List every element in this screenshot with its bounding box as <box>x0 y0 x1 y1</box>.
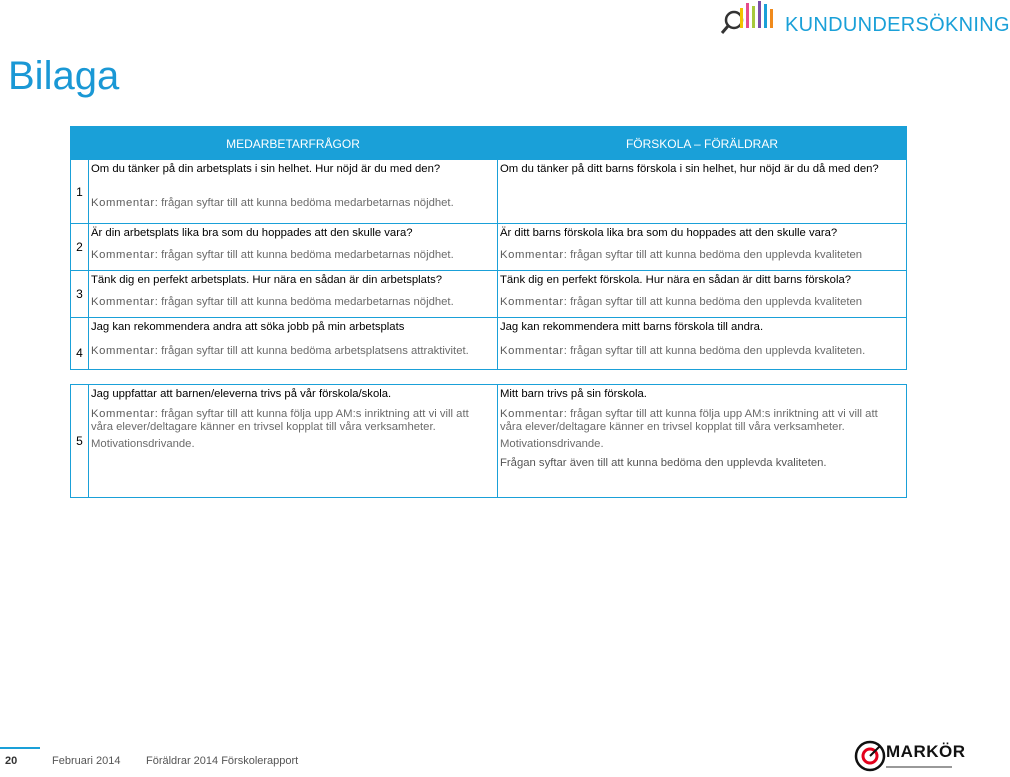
row-number: 1 <box>71 160 89 224</box>
comment-label: Kommentar <box>91 197 155 209</box>
question-text: Tänk dig en perfekt förskola. Hur nära en sådan är ditt barns förskola? <box>500 274 852 286</box>
right-cell <box>498 318 907 370</box>
col-header-foraldrar: FÖRSKOLA – FÖRÄLDRAR <box>498 127 907 160</box>
question-text: Är din arbetsplats lika bra som du hoppades att den skulle vara? <box>91 227 413 239</box>
row-number: 2 <box>71 224 89 271</box>
extra-text: Motivationsdrivande. <box>91 438 195 450</box>
right-cell <box>498 224 907 271</box>
footer <box>0 747 959 777</box>
footer-report-name: Föräldrar 2014 Förskolerapport <box>146 755 299 767</box>
comment-text: Kommentar: frågan syftar till att kunna bedöma medarbetarnas nöjdhet. <box>91 296 454 308</box>
markor-brand-text: MARKÖR <box>886 742 966 761</box>
question-text: Om du tänker på din arbetsplats i sin helhet. Hur nöjd är du med den? <box>91 163 441 175</box>
table-row <box>71 160 907 224</box>
right-cell <box>498 385 907 498</box>
left-cell <box>89 224 498 271</box>
table-row <box>71 271 907 318</box>
comment-text: Kommentar: frågan syftar till att kunna bedöma den upplevda kvaliteten. <box>500 345 866 357</box>
table-row <box>71 385 907 498</box>
page-number: 20 <box>5 755 18 767</box>
extra-text: Motivationsdrivande. <box>500 438 604 450</box>
table-header-row <box>71 127 907 160</box>
question-text: Jag kan rekommendera mitt barns förskola till andra. <box>500 321 764 333</box>
spacer-row <box>71 370 907 385</box>
question-text: Jag uppfattar att barnen/eleverna trivs på vår förskola/skola. <box>91 388 392 400</box>
left-cell <box>89 160 498 224</box>
question-text: Tänk dig en perfekt arbetsplats. Hur nära en sådan är din arbetsplats? <box>91 274 443 286</box>
logo-text: KUNDUNDERSÖKNING <box>785 14 1010 36</box>
row-number: 3 <box>71 271 89 318</box>
questions-table <box>70 126 907 498</box>
num-header <box>71 127 89 160</box>
table-row <box>71 318 907 370</box>
comment-text: Kommentar: frågan syftar till att kunna bedöma den upplevda kvaliteten <box>500 249 863 261</box>
col-header-medarbetare: MEDARBETARFRÅGOR <box>89 127 498 160</box>
comment-text: Kommentar: frågan syftar till att kunna bedöma medarbetarnas nöjdhet. <box>91 249 454 261</box>
question-text: Jag kan rekommendera andra att söka jobb på min arbetsplats <box>91 321 405 333</box>
page-title: Bilaga <box>8 54 120 98</box>
question-text: Är ditt barns förskola lika bra som du hoppades att den skulle vara? <box>500 227 838 239</box>
right-cell <box>498 160 907 224</box>
comment-text: Kommentar: frågan syftar till att kunna följa upp AM:s inriktning att vi vill att våra elever/deltagare känner en trivsel kopplat till våra verksamheter. <box>500 408 878 433</box>
left-cell <box>89 318 498 370</box>
left-cell <box>89 385 498 498</box>
footer-date: Februari 2014 <box>52 755 121 767</box>
extra-text-2: Frågan syftar även till att kunna bedöma den upplevda kvaliteten. <box>500 457 827 469</box>
comment-text: Kommentar: frågan syftar till att kunna bedöma medarbetarnas nöjdhet. <box>91 197 454 209</box>
right-cell <box>498 271 907 318</box>
row-number: 5 <box>71 385 89 498</box>
question-text: Mitt barn trivs på sin förskola. <box>500 388 647 400</box>
table-row <box>71 224 907 271</box>
question-text: Om du tänker på ditt barns förskola i sin helhet, hur nöjd är du då med den? <box>500 163 879 175</box>
footer-accent-line <box>0 747 40 749</box>
comment-text: Kommentar: frågan syftar till att kunna följa upp AM:s inriktning att vi vill att våra elever/deltagare känner en trivsel kopplat till våra verksamheter. <box>91 408 469 433</box>
comment-text: Kommentar: frågan syftar till att kunna bedöma arbetsplatsens attraktivitet. <box>91 345 469 357</box>
comment-text: Kommentar: frågan syftar till att kunna bedöma den upplevda kvaliteten <box>500 296 863 308</box>
row-number: 4 <box>71 318 89 370</box>
left-cell <box>89 271 498 318</box>
